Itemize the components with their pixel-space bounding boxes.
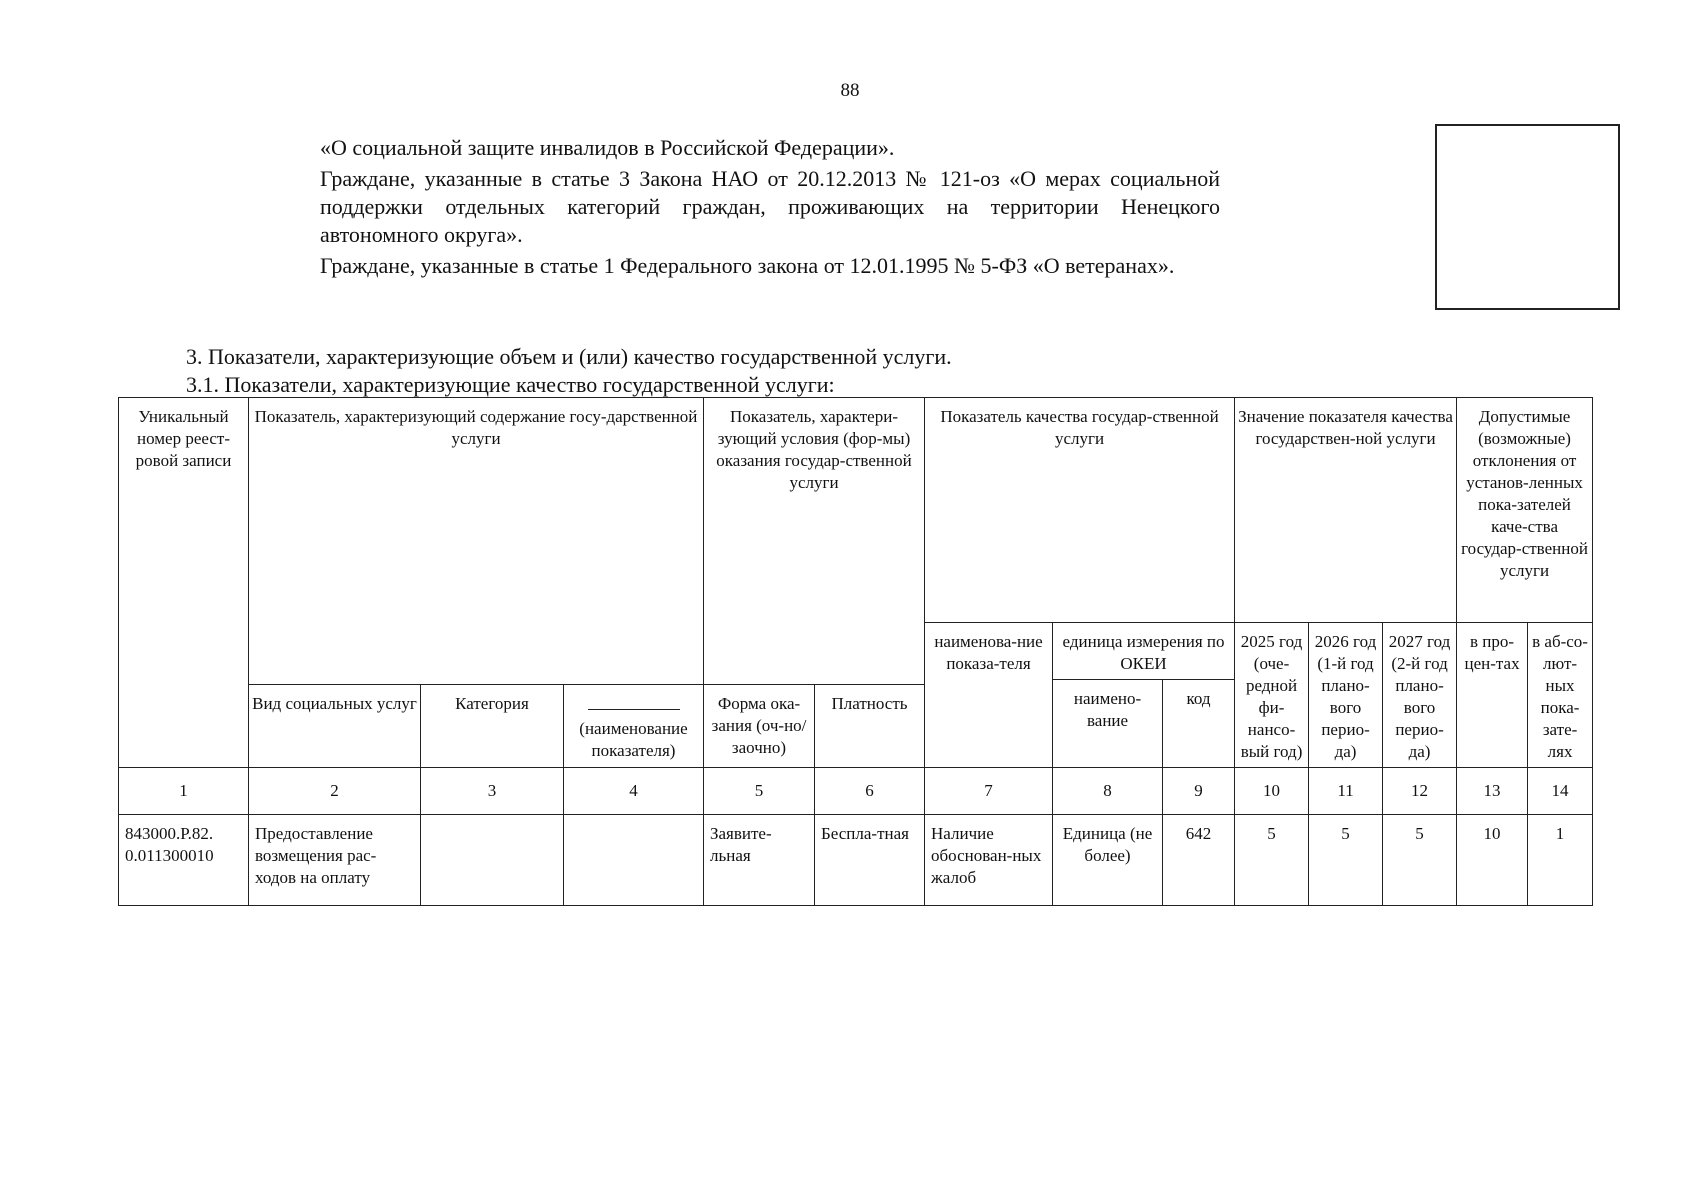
- page-number: 88: [840, 80, 860, 101]
- column-number: 12: [1383, 768, 1457, 815]
- column-number: 4: [564, 768, 704, 815]
- cell-value-2027: 5: [1383, 815, 1457, 906]
- header-service-form: Форма ока-зания (оч-но/заочно): [704, 685, 815, 768]
- column-number: 11: [1309, 768, 1383, 815]
- header-okei-unit: единица измерения по ОКЕИ: [1053, 623, 1235, 680]
- header-registry-number: Уникальный номер реест-ровой записи: [119, 398, 249, 768]
- header-quality-indicator: Показатель качества государ-ственной услуги: [925, 398, 1235, 623]
- header-year-2026: 2026 год (1-й год плано-вого перио-да): [1309, 623, 1383, 768]
- column-number: 9: [1163, 768, 1235, 815]
- intro-text: [320, 134, 1220, 283]
- header-content-indicator: Показатель, характеризующий содержание госу-дарственной услуги: [249, 398, 704, 685]
- stamp-box: [1435, 124, 1620, 310]
- cell-payment: Беспла-тная: [815, 815, 925, 906]
- column-number-row: [119, 768, 1593, 815]
- header-okei-code: код: [1163, 680, 1235, 768]
- column-number: 10: [1235, 768, 1309, 815]
- column-number: 5: [704, 768, 815, 815]
- cell-form: Заявите-льная: [704, 815, 815, 906]
- cell-indicator-name: Наличие обоснован-ных жалоб: [925, 815, 1053, 906]
- cell-indicator-4: [564, 815, 704, 906]
- quality-indicators-table: [118, 397, 1593, 906]
- header-condition-indicator: Показатель, характери-зующий условия (фор-мы) оказания государ-ственной услуги: [704, 398, 925, 685]
- intro-paragraph: Граждане, указанные в статье 1 Федерального закона от 12.01.1995 № 5-ФЗ «О ветеранах».: [320, 253, 1175, 278]
- cell-unit-name: Единица (не более): [1053, 815, 1163, 906]
- column-number: 13: [1457, 768, 1528, 815]
- column-number: 6: [815, 768, 925, 815]
- header-payment: Платность: [815, 685, 925, 768]
- cell-deviation-percent: 10: [1457, 815, 1528, 906]
- column-number: 14: [1528, 768, 1593, 815]
- header-in-percent: в про-цен-тах: [1457, 623, 1528, 768]
- header-okei-name: наимено-вание: [1053, 680, 1163, 768]
- cell-registry-number: 843000.Р.82. 0.011300010: [119, 815, 249, 906]
- cell-value-2026: 5: [1309, 815, 1383, 906]
- intro-paragraph: Граждане, указанные в статье 3 Закона НАО от 20.12.2013 № 121-оз «О мерах социальной поддержки отдельных категорий граждан, проживающих на территории Ненецкого автономного округа».: [320, 166, 1220, 247]
- blank-line: [588, 693, 680, 710]
- cell-deviation-absolute: 1: [1528, 815, 1593, 906]
- header-category: Категория: [421, 685, 564, 768]
- header-in-absolute: в аб-со-лют-ных пока-зате-лях: [1528, 623, 1593, 768]
- cell-value-2025: 5: [1235, 815, 1309, 906]
- header-year-2027: 2027 год (2-й год плано-вого перио-да): [1383, 623, 1457, 768]
- header-allowed-deviation: Допустимые (возможные) отклонения от установ-ленных пока-зателей каче-ства государ-ственной услуги: [1457, 398, 1593, 623]
- header-quality-value: Значение показателя качества государствен-ной услуги: [1235, 398, 1457, 623]
- header-indicator-blank: [564, 685, 704, 768]
- header-indicator-name: наименова-ние показа-теля: [925, 623, 1053, 768]
- cell-unit-code: 642: [1163, 815, 1235, 906]
- section-heading: 3. Показатели, характеризующие объем и (или) качество государственной услуги.: [186, 344, 952, 369]
- column-number: 7: [925, 768, 1053, 815]
- cell-category: [421, 815, 564, 906]
- column-number: 8: [1053, 768, 1163, 815]
- column-number: 1: [119, 768, 249, 815]
- subsection-heading: 3.1. Показатели, характеризующие качество государственной услуги:: [186, 372, 835, 397]
- column-number: 2: [249, 768, 421, 815]
- header-social-service-type: Вид социальных услуг: [249, 685, 421, 768]
- header-indicator-blank-label: (наименование показателя): [579, 719, 688, 760]
- header-year-2025: 2025 год (оче-редной фи-нансо-вый год): [1235, 623, 1309, 768]
- cell-service-type: Предоставление возмещения рас-ходов на оплату: [249, 815, 421, 906]
- intro-paragraph: «О социальной защите инвалидов в Российской Федерации».: [320, 135, 895, 160]
- column-number: 3: [421, 768, 564, 815]
- table-row: [119, 815, 1593, 906]
